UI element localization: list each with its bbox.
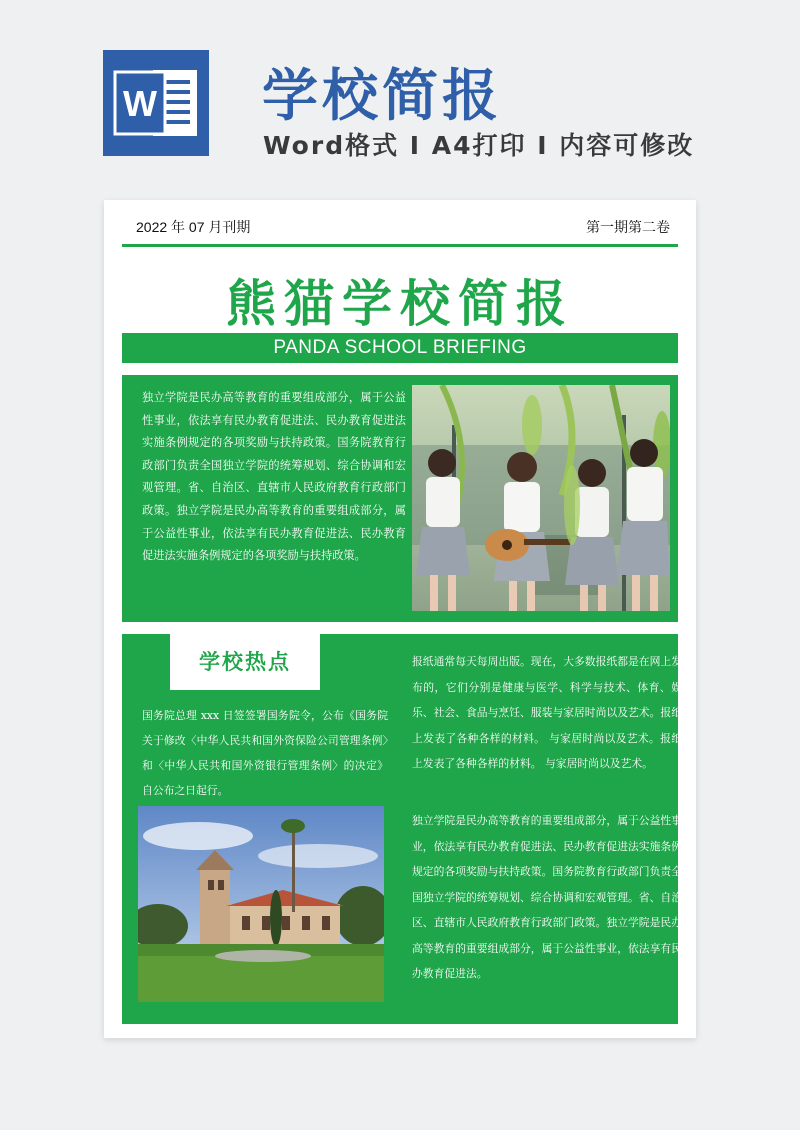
students-guitar-photo <box>412 385 670 611</box>
hotspot-text: 国务院总理 xxx 日签签署国务院令，公布《国务院关于修改〈中华人民共和国外资保险公司管理条例〉和〈中华人民共和国外资银行管理条例〉的决定》自公布之日起行。 <box>142 709 388 797</box>
banner-title: 学校简报 <box>262 64 502 129</box>
news-text: 报纸通常每天每周出版。现在，大多数报纸都是在网上发布的，它们分别是健康与医学、科学与技术、体育、娱乐、社会、食品与烹饪、服装与家居时尚以及艺术。报纸上发表了各种各样的材料。 与家居时尚以及艺术。报纸上发表了各种各样的材料。 与家居时尚以及艺术。 <box>412 655 682 770</box>
campus-photo <box>138 806 384 1002</box>
header-divider <box>122 244 678 247</box>
newspaper-title: 熊猫学校简报 <box>226 275 574 333</box>
issue-date: 2022 年 07 月刊期 <box>136 219 251 235</box>
college-text: 独立学院是民办高等教育的重要组成部分，属于公益性事业，依法享有民办教育促进法、民办教育促进法实施条例规定的各项奖励与扶持政策。国务院教育行政部门负责全国独立学院的统筹规划、综合协调和宏观管理。省、自治区、直辖市人民政府教育行政部门政策。独立学院是民办高等教育的重要组成部分，属于公益性事业，依法享有民办教育促进法。 <box>412 814 682 980</box>
english-title-bar: PANDA SCHOOL BRIEFING <box>122 333 678 363</box>
intro-section <box>122 375 678 622</box>
newspaper-page <box>104 200 696 1038</box>
school-hotspot-section <box>122 634 682 1024</box>
banner-subtitle: Word格式 I A4打印 I 内容可修改 <box>263 131 695 160</box>
section-title: 学校热点 <box>170 634 320 690</box>
issue-number: 第一期第二卷 <box>586 219 670 235</box>
word-doc-icon <box>103 50 209 156</box>
word-logo-letter: W <box>123 83 157 124</box>
intro-text: 独立学院是民办高等教育的重要组成部分，属于公益性事业，依法享有民办教育促进法、民办教育促进法实施条例规定的各项奖励与扶持政策。国务院教育行政部门负责全国独立学院的统筹规划、综合协调和宏观管理。省、自治区、直辖市人民政府教育行政部门政策。独立学院是民办高等教育的重要组成部分，属于公益性事业，依法享有民办教育促进法、民办教育促进法实施条例规定的各项奖励与扶持政策。 <box>142 391 406 563</box>
